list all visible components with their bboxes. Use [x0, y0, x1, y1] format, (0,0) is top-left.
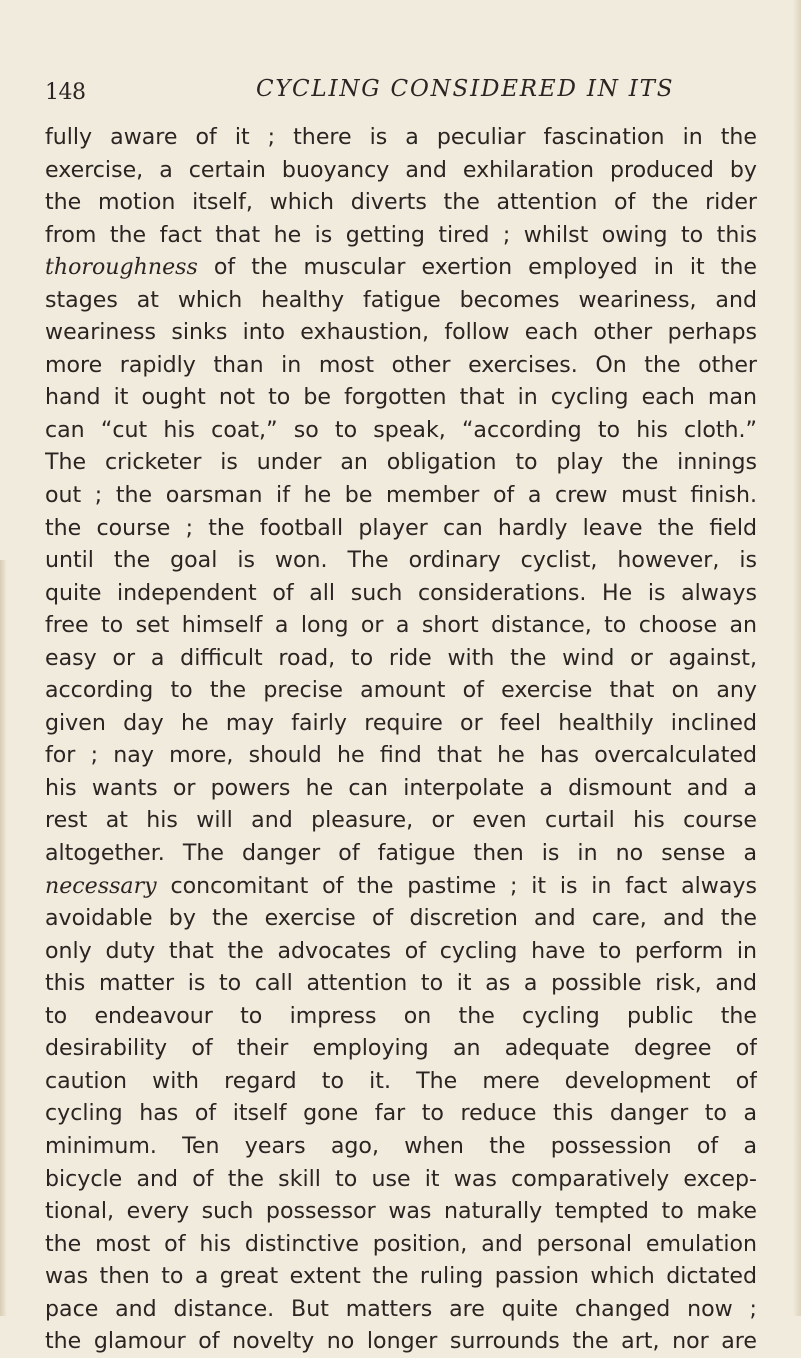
text-run: the most of his distinctive position, and personal emulation: [45, 1230, 757, 1257]
page-edge-shadow: [793, 0, 801, 1316]
text-line: [45, 1032, 757, 1065]
text-run: the course ; the football player can hardly leave the field: [45, 514, 757, 541]
text-line: [45, 1163, 757, 1196]
text-line: [45, 804, 757, 837]
text-run: his wants or powers he can interpolate a dismount and a: [45, 774, 757, 801]
text-run: from the fact that he is getting tired ; whilst owing to this: [45, 221, 757, 248]
text-run: this matter is to call attention to it as a possible risk, and: [45, 970, 757, 997]
text-line: [45, 1097, 757, 1130]
text-line: [45, 902, 757, 935]
running-title: CYCLING CONSIDERED IN ITS: [256, 76, 675, 102]
text-line: [45, 674, 757, 707]
text-run: pace and distance. But matters are quite changed now ;: [45, 1295, 757, 1322]
text-line: [45, 870, 757, 903]
text-run: concomitant of the pastime ; it is in fact always: [156, 872, 757, 899]
text-line: [45, 772, 757, 805]
body-text: [45, 121, 757, 1358]
text-run: until the goal is won. The ordinary cyclist, however, is: [45, 547, 757, 574]
text-line: [45, 446, 757, 479]
text-line: [45, 381, 757, 414]
text-run: out ; the oarsman if he be member of a crew must finish.: [45, 482, 757, 509]
page-gutter-shadow: [0, 560, 7, 1316]
text-run: hand it ought not to be forgotten that in cycling each man: [45, 384, 757, 411]
text-line: [45, 1293, 757, 1326]
text-line: [45, 707, 757, 740]
text-run: given day he may fairly require or feel healthily inclined: [45, 709, 757, 736]
text-line: [45, 1195, 757, 1228]
text-run: exercise, a certain buoyancy and exhilaration produced by: [45, 156, 757, 183]
text-line: [45, 1325, 757, 1358]
text-run: altogether. The danger of fatigue then is in no sense a: [45, 840, 757, 867]
text-run: of the muscular exertion employed in it the: [197, 254, 757, 281]
text-run: bicycle and of the skill to use it was comparatively excep-: [45, 1165, 757, 1192]
text-line: [45, 837, 757, 870]
text-run: The cricketer is under an obligation to play the innings: [45, 449, 757, 476]
text-line: [45, 186, 757, 219]
text-line: [45, 642, 757, 675]
text-run: was then to a great extent the ruling passion which dictated: [45, 1263, 757, 1290]
text-run: according to the precise amount of exercise that on any: [45, 677, 757, 704]
text-run: more rapidly than in most other exercises. On the other: [45, 351, 757, 378]
text-line: [45, 935, 757, 968]
text-run: only duty that the advocates of cycling have to perform in: [45, 937, 757, 964]
text-line: [45, 577, 757, 610]
text-run: can “cut his coat,” so to speak, “according to his cloth.”: [45, 416, 757, 443]
text-run: for ; nay more, should he find that he has overcalculated: [45, 742, 757, 769]
text-run: caution with regard to it. The mere development of: [45, 1067, 757, 1094]
text-line: [45, 154, 757, 187]
text-line: [45, 1260, 757, 1293]
italic-word: thoroughness: [45, 254, 198, 281]
text-line: [45, 1000, 757, 1033]
text-line: [45, 1228, 757, 1261]
text-line: [45, 284, 757, 317]
text-run: stages at which healthy fatigue becomes weariness, and: [45, 286, 757, 313]
text-run: free to set himself a long or a short distance, to choose an: [45, 612, 757, 639]
text-run: to endeavour to impress on the cycling public the: [45, 1002, 757, 1029]
text-run: the motion itself, which diverts the attention of the rider: [45, 189, 757, 216]
text-line: [45, 1130, 757, 1163]
text-line: [45, 967, 757, 1000]
text-line: [45, 414, 757, 447]
text-line: [45, 219, 757, 252]
text-line: [45, 121, 757, 154]
text-line: [45, 1065, 757, 1098]
text-line: [45, 349, 757, 382]
text-line: [45, 251, 757, 284]
text-run: desirability of their employing an adequate degree of: [45, 1035, 757, 1062]
text-run: avoidable by the exercise of discretion and care, and the: [45, 905, 757, 932]
text-line: [45, 316, 757, 349]
text-line: [45, 609, 757, 642]
text-run: the glamour of novelty no longer surrounds the art, nor are: [45, 1328, 757, 1355]
italic-word: necessary: [45, 872, 157, 899]
text-run: minimum. Ten years ago, when the possession of a: [45, 1132, 757, 1159]
text-line: [45, 479, 757, 512]
page-header: [45, 76, 757, 110]
text-run: weariness sinks into exhaustion, follow each other perhaps: [45, 319, 757, 346]
text-run: fully aware of it ; there is a peculiar fascination in the: [45, 124, 757, 150]
text-run: quite independent of all such considerations. He is always: [45, 579, 757, 606]
page-number: 148: [45, 80, 86, 105]
text-run: cycling has of itself gone far to reduce this danger to a: [45, 1100, 757, 1127]
text-line: [45, 512, 757, 545]
text-run: rest at his will and pleasure, or even curtail his course: [45, 807, 757, 834]
text-line: [45, 739, 757, 772]
text-line: [45, 544, 757, 577]
text-run: easy or a difficult road, to ride with the wind or against,: [45, 644, 757, 671]
text-run: tional, every such possessor was naturally tempted to make: [45, 1198, 757, 1225]
